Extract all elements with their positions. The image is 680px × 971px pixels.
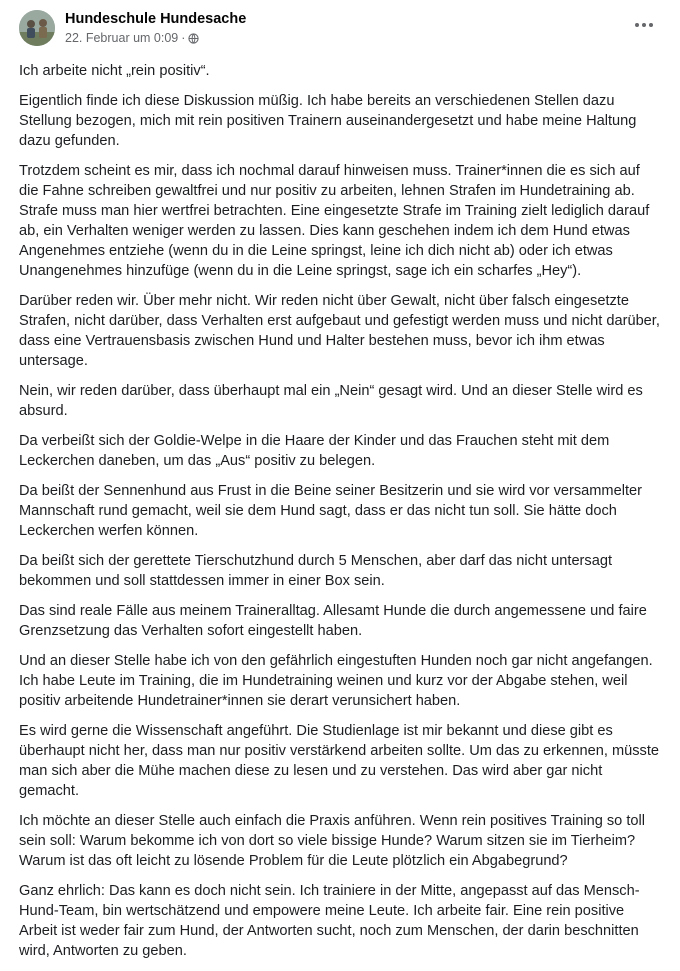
post-paragraph: Ganz ehrlich: Das kann es doch nicht sein. Ich trainiere in der Mitte, angepasst auf das Mensch-Hund-Team, bin wertschätzend und empowere meine Leute. Ich arbeite fair. Eine rein positive Arbeit ist weder fair zum Hund, der Antworten sucht, noch zum Menschen, der darin beschnitten wird, Antworten zu geben. (19, 883, 640, 959)
post-paragraph: Trotzdem scheint es mir, dass ich nochmal darauf hinweisen muss. Trainer*innen die es sich auf die Fahne schreiben gewaltfrei und nur positiv zu arbeiten, lehnen Strafen im Hundetraining ab. Strafe muss man hier wertfrei betrachten. Eine eingesetzte Strafe im Training zielt lediglich darauf ab, ein Verhalten weniger werden zu lassen. Dies kann geschehen indem ich dem Hund etwas Angenehmes entziehe (wenn du in die Leine springst, leine ich dich nicht ab) oder ich etwas Unangenehmes hinzufüge (wenn du in die Leine springst, sage ich ein scharfes „Hey“). (19, 163, 650, 279)
post-paragraph: Da verbeißt sich der Goldie-Welpe in die Haare der Kinder und das Frauchen steht mit dem Leckerchen daneben, um das „Aus“ positiv zu belegen. (19, 433, 610, 469)
page-avatar[interactable] (19, 10, 55, 46)
post-paragraph: Ich möchte an dieser Stelle auch einfach die Praxis anführen. Wenn rein positives Training so toll sein soll: Warum bekomme ich von dort so viele bissige Hunde? Warum sitzen sie im Tierheim? Warum ist das oft leicht zu lösende Problem für die Leute plötzlich ein Abgabegrund? (19, 813, 645, 869)
more-options-icon[interactable] (629, 14, 659, 36)
post-paragraph: Ich arbeite nicht „rein positiv“. (19, 63, 210, 79)
post-meta (65, 31, 199, 45)
post-paragraph: Darüber reden wir. Über mehr nicht. Wir reden nicht über Gewalt, nicht über falsch eingesetzte Strafen, nicht darüber, dass Verhalten erst aufgebaut und gefestigt werden muss und nicht darüber, dass eine Vertrauensbasis zwischen Hund und Halter bestehen muss, bevor ich ihm etwas untersage. (19, 293, 660, 369)
post-paragraph: Da beißt der Sennenhund aus Frust in die Beine seiner Besitzerin und sie wird vor versammelter Mannschaft rund gemacht, weil sie dem Hund sagt, dass er das nicht tun soll. Sie hätte doch Leckerchen werfen können. (19, 483, 642, 539)
post-paragraph: Nein, wir reden darüber, dass überhaupt mal ein „Nein“ gesagt wird. Und an dieser Stelle wird es absurd. (19, 383, 643, 419)
globe-icon (188, 33, 199, 44)
post-body (19, 61, 662, 971)
post-paragraph: Und an dieser Stelle habe ich von den gefährlich eingestuften Hunden noch gar nicht angefangen. Ich habe Leute im Training, die im Hundetraining weinen und kurz vor der Abgabe stehen, weil positiv arbeitende Hundetrainer*innen sie derart verunsichert haben. (19, 653, 653, 709)
page-name[interactable]: Hundeschule Hundesache (65, 11, 247, 27)
post-timestamp[interactable]: 22. Februar um 0:09 (65, 31, 179, 45)
post-paragraph: Eigentlich finde ich diese Diskussion müßig. Ich habe bereits an verschiedenen Stellen dazu Stellung bezogen, mich mit rein positiven Trainern auseinandergesetzt und habe meine Haltung dazu gefunden. (19, 93, 637, 149)
avatar-image (19, 10, 55, 46)
post-paragraph: Es wird gerne die Wissenschaft angeführt. Die Studienlage ist mir bekannt und diese gibt es überhaupt nicht her, dass man nur positiv verstärkend arbeiten sollte. Um das zu erkennen, müsste man sich aber die Mühe machen diese zu lesen und zu verstehen. Das wird aber gar nicht gemacht. (19, 723, 660, 799)
post-paragraph: Da beißt sich der gerettete Tierschutzhund durch 5 Menschen, aber darf das nicht untersagt bekommen und soll stattdessen immer in einer Box sein. (19, 553, 612, 589)
meta-separator: · (181, 31, 186, 45)
post-header (19, 10, 659, 50)
post-paragraph: Das sind reale Fälle aus meinem Traineralltag. Allesamt Hunde die durch angemessene und faire Grenzsetzung das Verhalten sofort eingestellt haben. (19, 603, 647, 639)
